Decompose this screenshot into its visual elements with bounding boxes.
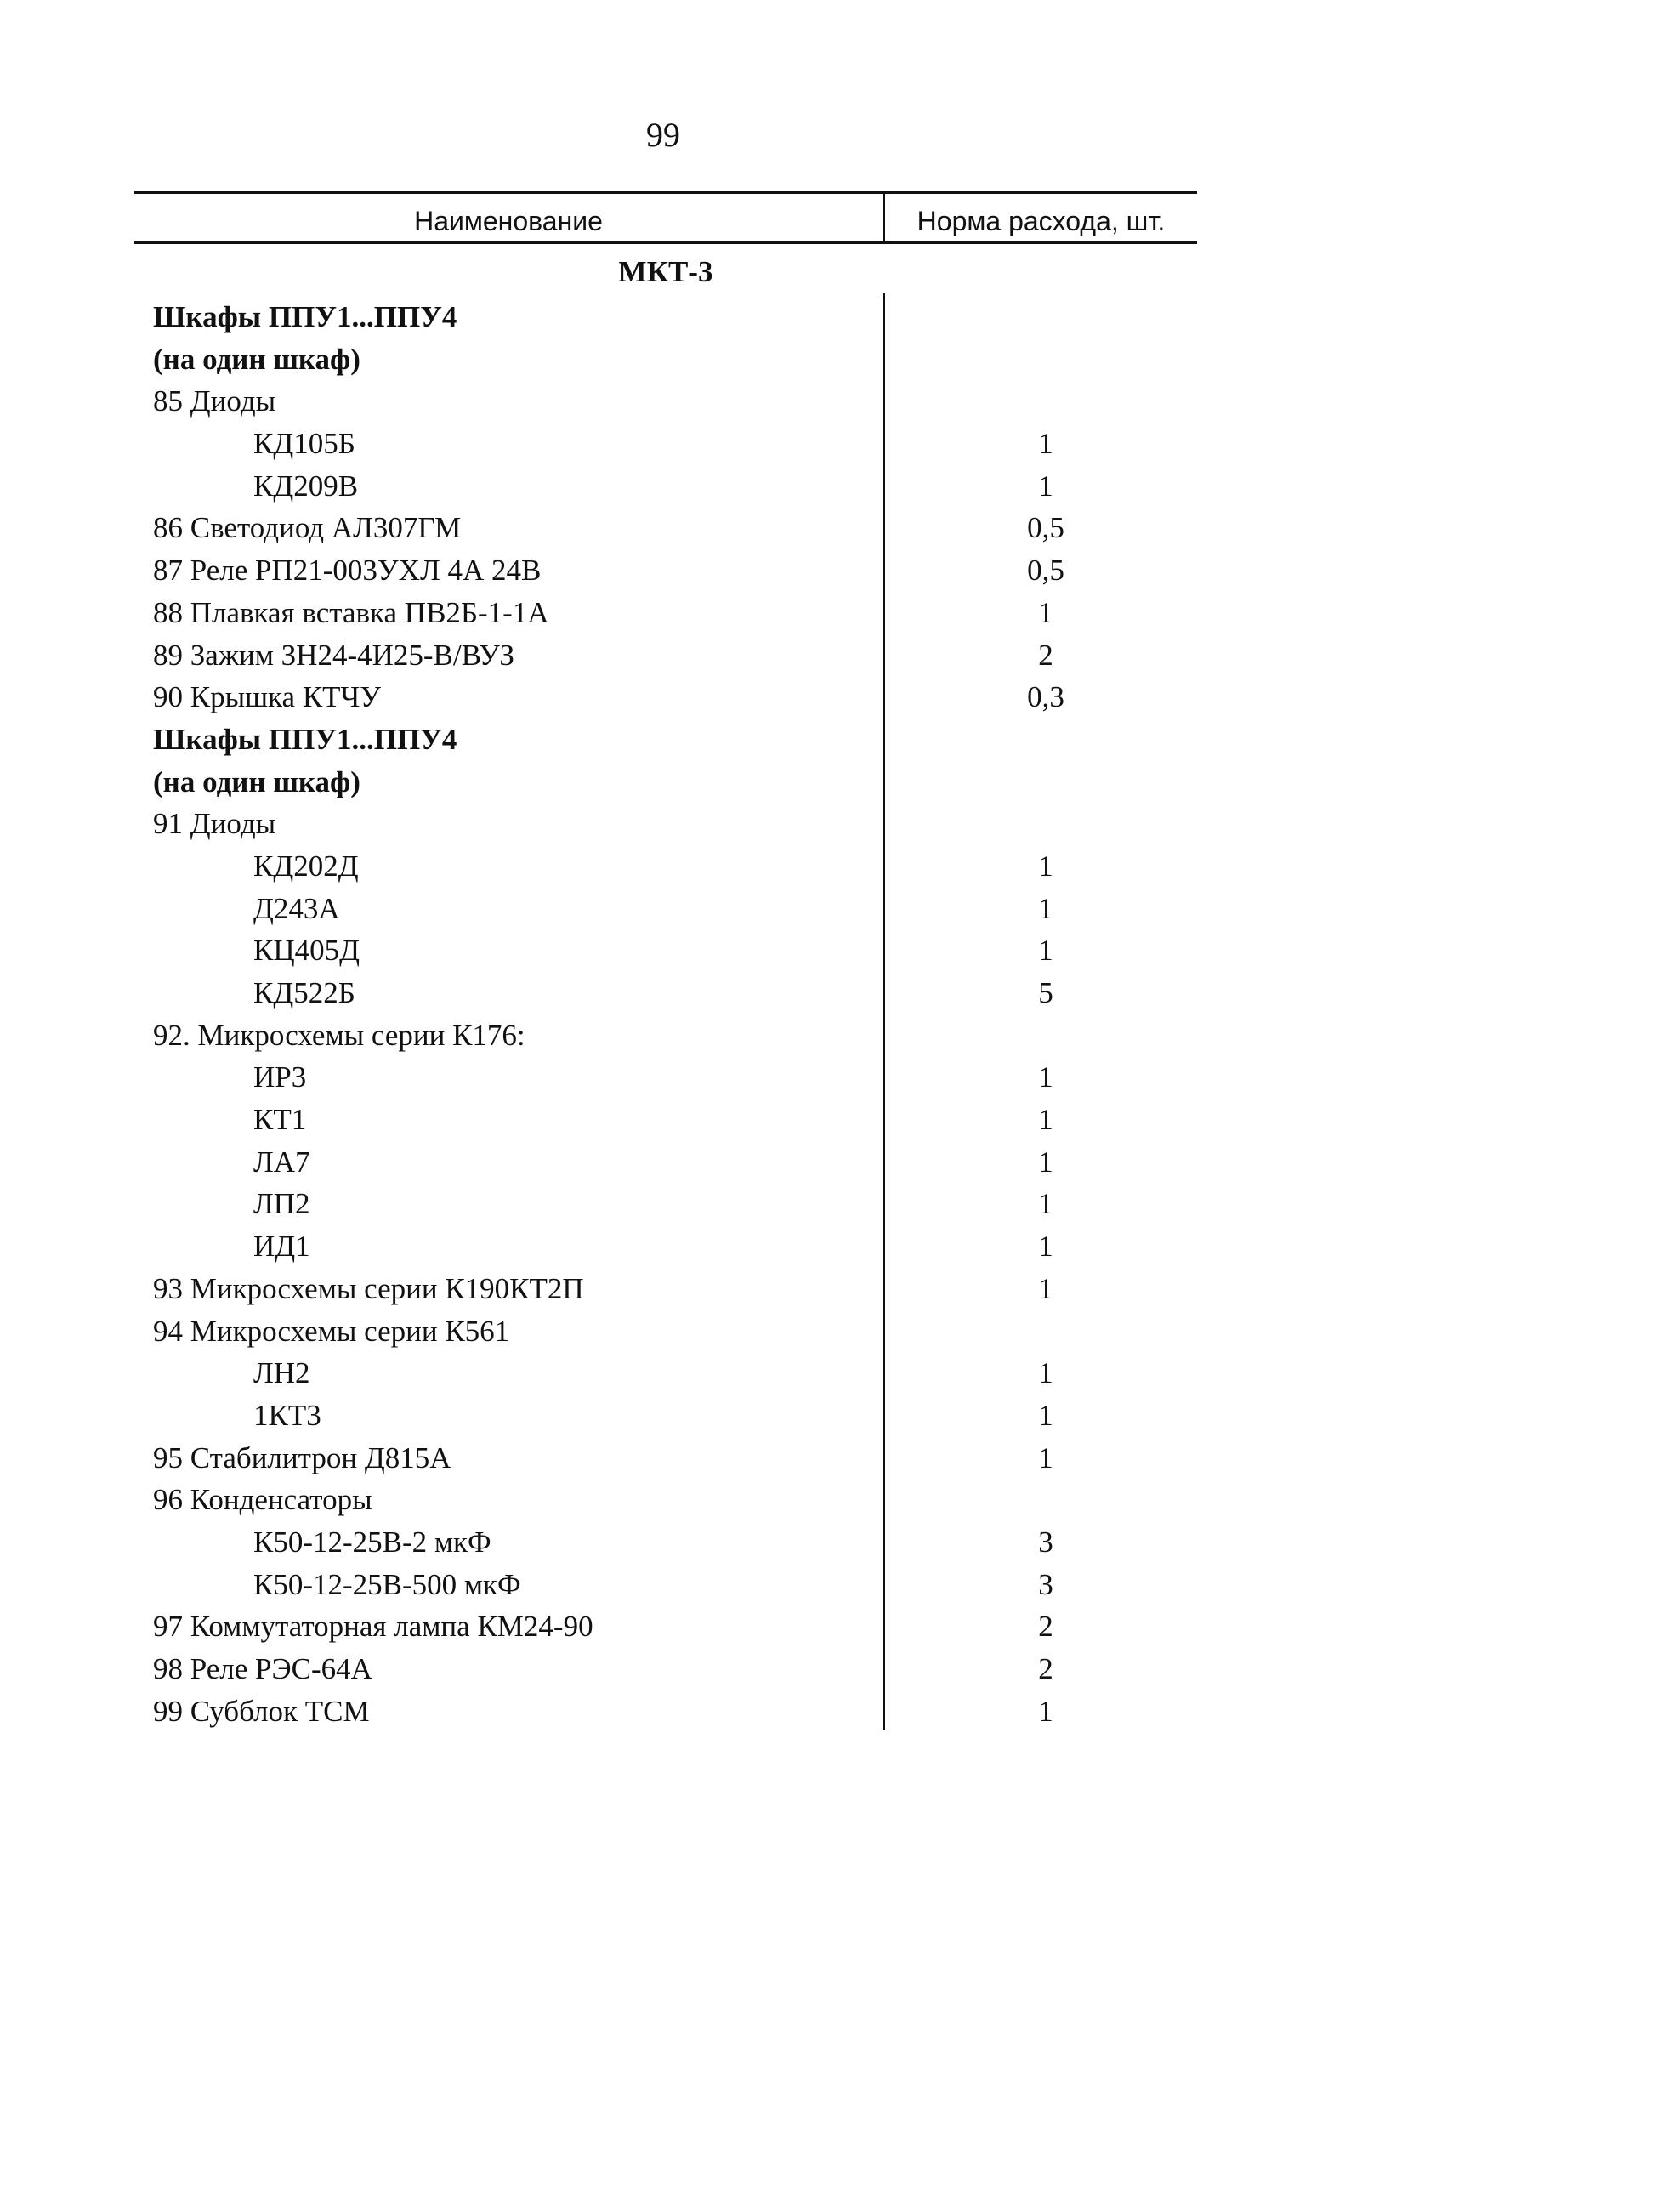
row-name: ЛН2 [253, 1356, 310, 1390]
row-quantity: 1 [1038, 1103, 1053, 1137]
row-name: КТ1 [253, 1103, 307, 1137]
row-quantity [961, 296, 1131, 338]
table-row [0, 1605, 1680, 1648]
row-name: 90 Крышка КТЧУ [153, 680, 382, 714]
table-row [0, 380, 1680, 423]
table-row [0, 507, 1680, 549]
table-row [0, 465, 1680, 508]
row-name: КЦ405Д [253, 934, 360, 968]
row-quantity: 2 [1038, 1610, 1053, 1644]
header-bottom-rule [134, 241, 1197, 244]
row-quantity: 3 [1038, 1525, 1053, 1559]
row-quantity: 1 [1038, 1398, 1053, 1432]
row-quantity: 1 [1038, 595, 1053, 629]
row-quantity: 1 [1038, 1271, 1053, 1305]
table-row [0, 719, 1680, 761]
row-name: 87 Реле РП21-003УХЛ 4А 24В [153, 554, 542, 588]
table-row [0, 634, 1680, 677]
table-row [0, 1564, 1680, 1606]
table-row [0, 1141, 1680, 1184]
table-row [0, 1521, 1680, 1564]
row-name: 89 Зажим ЗН24-4И25-В/ВУЗ [153, 638, 514, 672]
row-quantity: 3 [1038, 1567, 1053, 1601]
column-header-name: Наименование [414, 206, 603, 236]
row-quantity: 1 [1038, 1060, 1053, 1094]
row-quantity: 0,5 [1027, 554, 1064, 588]
row-quantity [961, 719, 1131, 761]
row-name: 98 Реле РЭС-64А [153, 1652, 372, 1685]
row-name: КД209В [253, 469, 359, 503]
row-quantity [961, 1479, 1131, 1521]
row-name: 91 Диоды [153, 807, 276, 841]
row-quantity: 5 [1038, 976, 1053, 1009]
row-quantity: 1 [1038, 469, 1053, 503]
row-quantity: 1 [1038, 849, 1053, 883]
row-name: ИР3 [253, 1060, 307, 1094]
row-name: Шкафы ППУ1...ППУ4 [153, 722, 457, 756]
table-row [0, 1310, 1680, 1353]
row-quantity: 1 [1038, 427, 1053, 461]
row-name: ЛП2 [253, 1187, 310, 1221]
row-name: 97 Коммутаторная лампа КМ24-90 [153, 1610, 593, 1644]
table-row [0, 1056, 1680, 1099]
row-name: 86 Светодиод АЛ307ГМ [153, 511, 462, 545]
row-quantity [961, 803, 1131, 845]
table-row [0, 1648, 1680, 1690]
row-name: 93 Микросхемы серии К190КТ2П [153, 1271, 584, 1305]
row-name: 92. Микросхемы серии К176: [153, 1018, 525, 1052]
row-quantity: 0,3 [1027, 680, 1064, 714]
row-quantity [961, 761, 1131, 804]
row-name: 96 Конденсаторы [153, 1483, 372, 1517]
table-row [0, 1099, 1680, 1141]
table-row [0, 549, 1680, 592]
row-name: ЛА7 [253, 1145, 310, 1179]
table-row [0, 1690, 1680, 1733]
table-body [0, 296, 1680, 1732]
table-row [0, 676, 1680, 719]
row-quantity: 2 [1038, 638, 1053, 672]
table-row [0, 592, 1680, 634]
row-name: 85 Диоды [153, 384, 276, 418]
row-quantity: 1 [1038, 1230, 1053, 1264]
table-row [0, 1268, 1680, 1310]
row-quantity: 1 [1038, 1187, 1053, 1221]
table-top-rule [134, 191, 1197, 194]
row-name: Шкафы ППУ1...ППУ4 [153, 300, 457, 333]
row-name: Д243А [253, 891, 340, 925]
row-quantity [961, 1310, 1131, 1353]
page-number: 99 [646, 116, 680, 154]
row-quantity: 1 [1038, 891, 1053, 925]
table-row [0, 338, 1680, 381]
row-name: (на один шкаф) [153, 764, 360, 798]
row-name: К50-12-25В-500 мкФ [253, 1567, 521, 1601]
row-quantity [961, 380, 1131, 423]
row-quantity: 1 [1038, 1694, 1053, 1728]
table-row [0, 761, 1680, 804]
row-name: ИД1 [253, 1230, 310, 1264]
row-name: КД105Б [253, 427, 355, 461]
table-row [0, 929, 1680, 972]
section-title: МКТ-3 [618, 255, 713, 288]
row-quantity: 0,5 [1027, 511, 1064, 545]
table-row [0, 1395, 1680, 1437]
row-quantity: 1 [1038, 934, 1053, 968]
row-quantity: 2 [1038, 1652, 1053, 1685]
table-row [0, 423, 1680, 465]
row-name: 95 Стабилитрон Д815А [153, 1440, 451, 1474]
row-name: 1КТ3 [253, 1398, 321, 1432]
column-header-quantity: Норма расхода, шт. [917, 206, 1166, 236]
row-quantity: 1 [1038, 1145, 1053, 1179]
row-name: КД202Д [253, 849, 359, 883]
table-row [0, 1479, 1680, 1521]
row-quantity: 1 [1038, 1440, 1053, 1474]
table-row [0, 1014, 1680, 1057]
row-quantity [961, 1014, 1131, 1057]
table-row [0, 803, 1680, 845]
row-quantity: 1 [1038, 1356, 1053, 1390]
row-name: 88 Плавкая вставка ПВ2Б-1-1А [153, 595, 549, 629]
row-name: (на один шкаф) [153, 342, 360, 376]
table-row [0, 888, 1680, 930]
table-row [0, 1437, 1680, 1480]
row-name: 94 Микросхемы серии К561 [153, 1314, 510, 1348]
row-name: 99 Субблок ТСМ [153, 1694, 370, 1728]
table-row [0, 296, 1680, 338]
row-name: К50-12-25В-2 мкФ [253, 1525, 491, 1559]
table-row [0, 845, 1680, 888]
table-row [0, 1352, 1680, 1395]
row-quantity [961, 338, 1131, 381]
table-row [0, 1225, 1680, 1268]
table-row [0, 1183, 1680, 1225]
table-row [0, 972, 1680, 1014]
row-name: КД522Б [253, 976, 355, 1009]
